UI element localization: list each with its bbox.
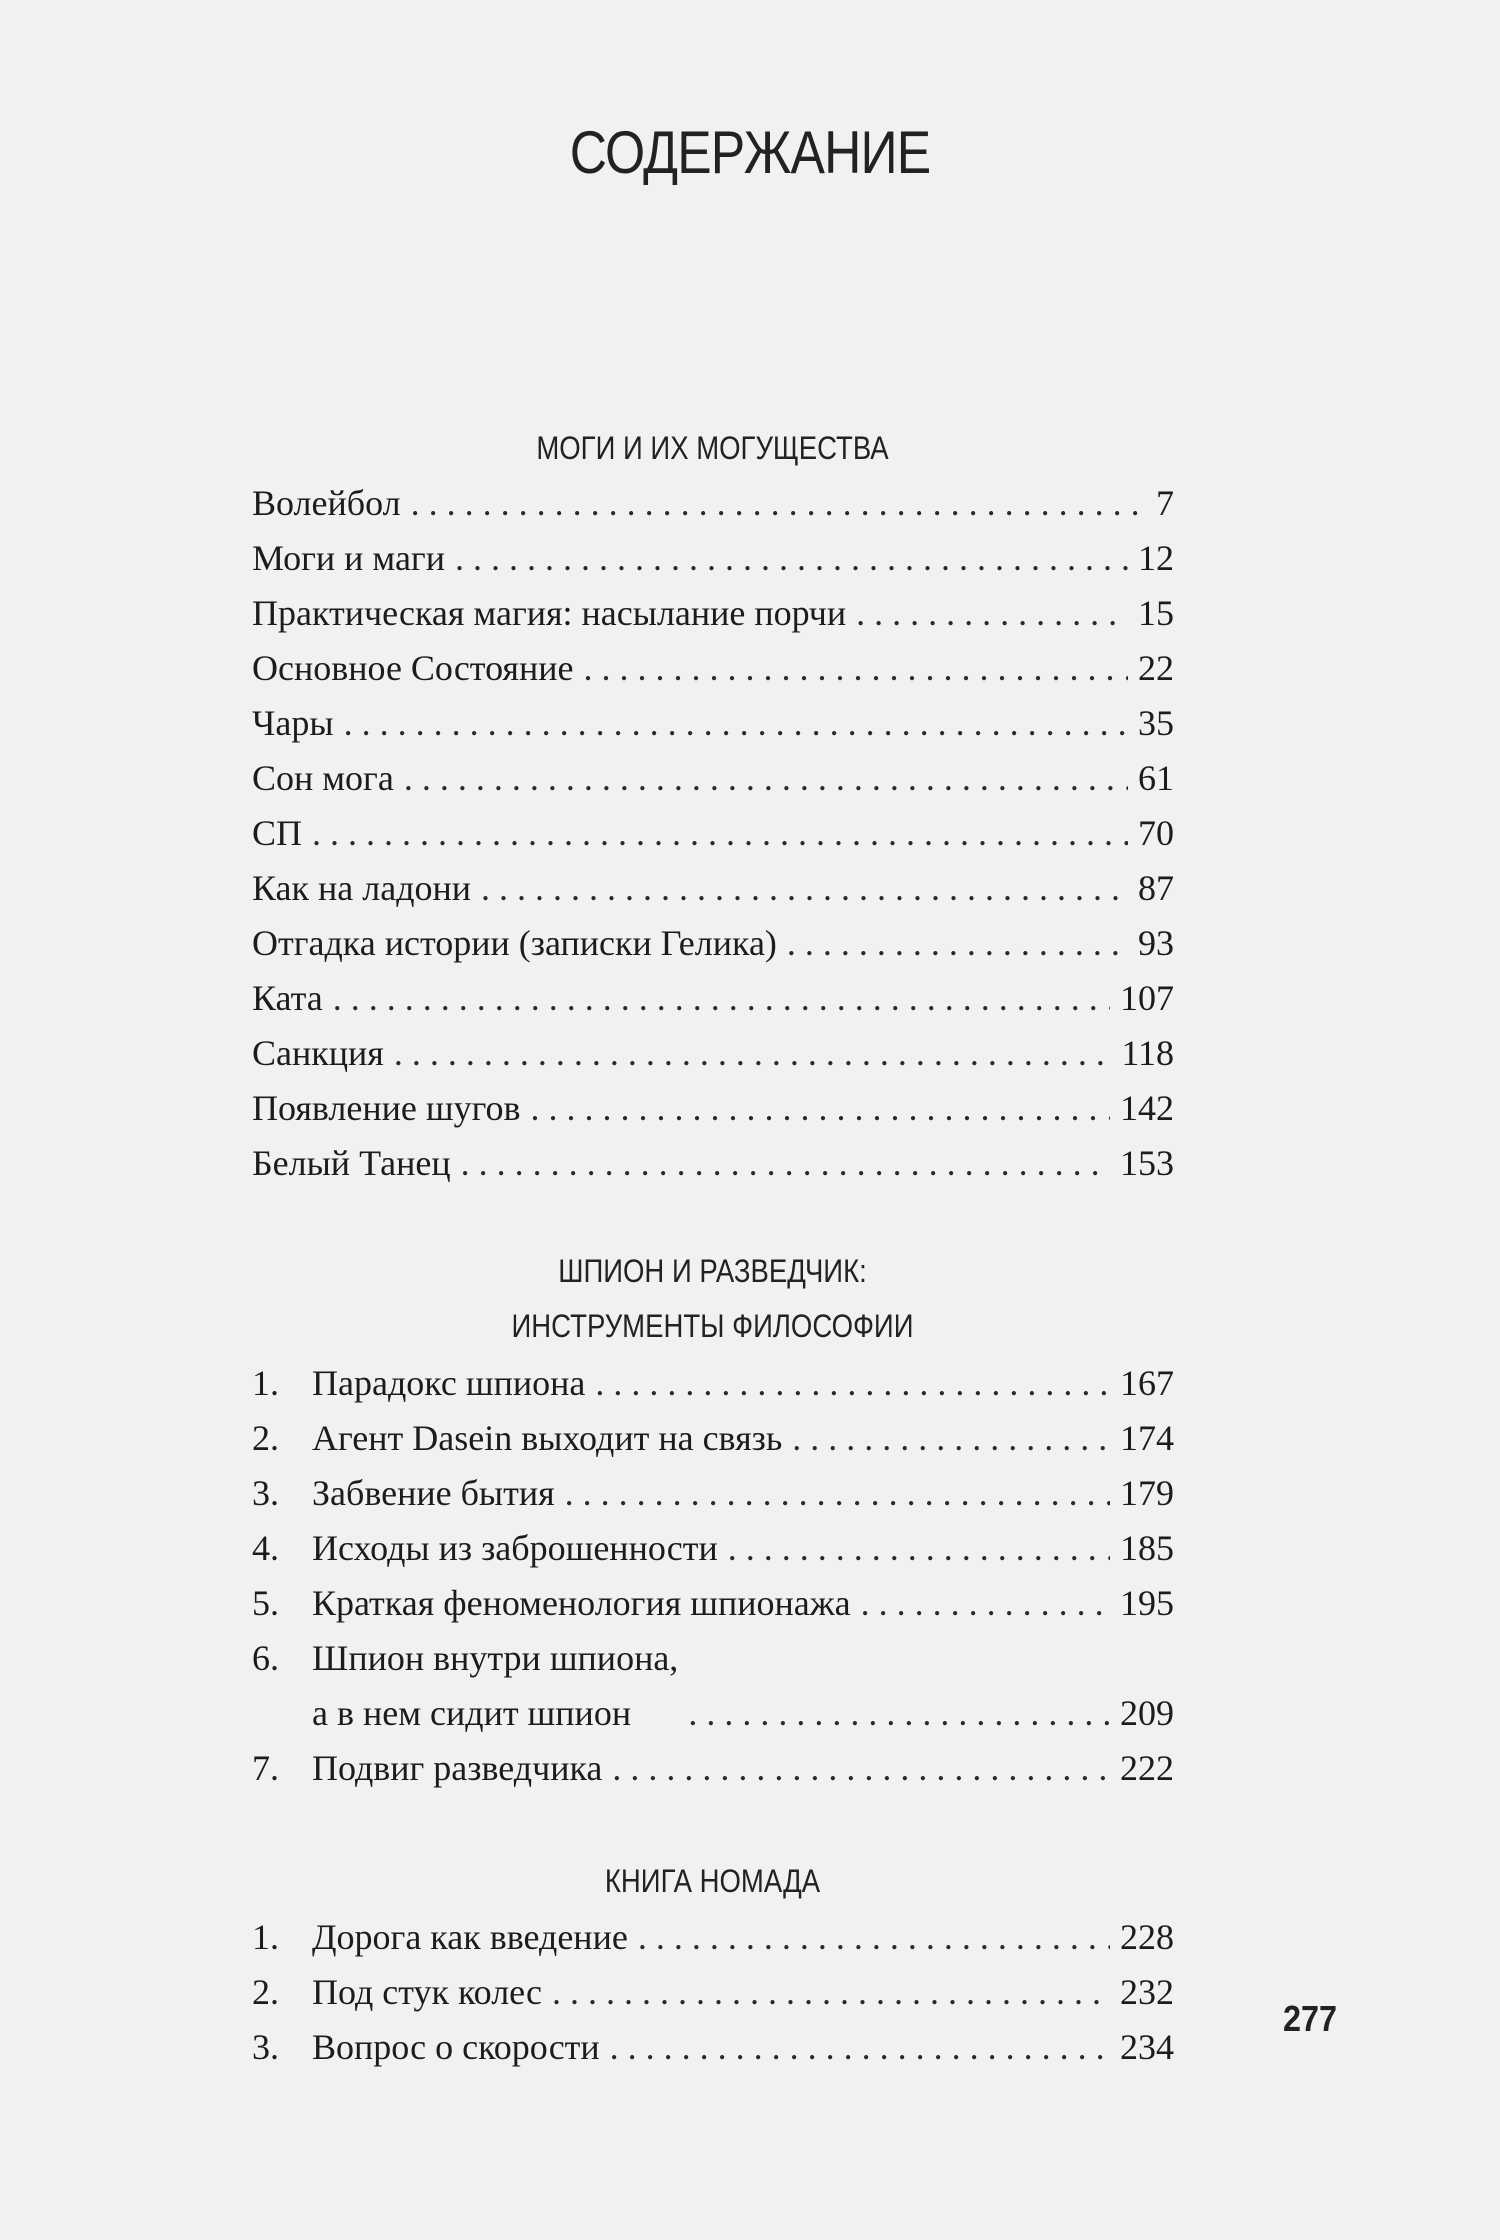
entry-page-number: 195 [1120,1583,1174,1623]
entry-title: Практическая магия: насылание порчи [252,593,847,633]
entry-page-number: 70 [1138,813,1174,853]
entry-number: 2. [252,1972,279,2012]
entry-page-number: 87 [1138,868,1174,908]
toc-entry[interactable] [252,861,1174,916]
entry-title: Вопрос о скорости [312,2027,600,2067]
toc-entry[interactable] [252,1411,1174,1466]
toc-entry[interactable] [252,1521,1174,1576]
entry-title: Санкция [252,1033,384,1073]
entry-title: Чары [252,703,334,743]
entry-page-number: 7 [1156,483,1174,523]
entry-number: 1. [252,1917,279,1957]
entry-title: Основное Состояние [252,648,574,688]
entry-page-number: 232 [1120,1972,1174,2012]
entry-title [312,1631,678,1741]
toc-entry[interactable] [252,476,1174,531]
entry-title: Появление шугов [252,1088,521,1128]
dot-leader [344,696,1128,751]
entry-page-number: 22 [1138,648,1174,688]
toc-entry[interactable] [252,1576,1174,1631]
dot-leader [565,1466,1110,1521]
dot-leader [333,971,1110,1026]
section-heading-line: ИНСТРУМЕНТЫ ФИЛОСОФИИ [511,1308,914,1344]
dot-leader [688,1686,1110,1741]
dot-leader [461,1136,1110,1191]
entry-page-number: 107 [1120,978,1174,1018]
entry-title: Подвиг разведчика [312,1748,603,1788]
section-heading-line: ШПИОН И РАЗВЕДЧИК: [558,1253,867,1289]
toc-entry[interactable] [252,916,1174,971]
entry-page-number: 167 [1120,1363,1174,1403]
toc-list-shpion [252,1356,1174,1796]
entry-title: Дорога как введение [312,1917,628,1957]
toc-entry[interactable] [252,2020,1174,2075]
toc-entry[interactable] [252,1631,1174,1741]
entry-page-number: 118 [1121,1033,1174,1073]
toc-entry[interactable] [252,641,1174,696]
dot-leader [481,861,1128,916]
entry-number: 7. [252,1748,279,1788]
entry-title: Краткая феноменология шпионажа [312,1583,851,1623]
dot-leader [411,476,1146,531]
entry-page-number: 12 [1138,538,1174,578]
dot-leader [638,1910,1110,1965]
entry-title: Исходы из заброшенности [312,1528,718,1568]
entry-page-number: 35 [1138,703,1174,743]
entry-page-number: 61 [1138,758,1174,798]
entry-title: Под стук колес [312,1972,543,2012]
section-heading-mogi [315,432,1111,464]
toc-entry[interactable] [252,1910,1174,1965]
page-number: 277 [1283,1998,1338,2039]
toc-entry[interactable] [252,586,1174,641]
entry-number: 3. [252,2027,279,2067]
entry-title: Ката [252,978,323,1018]
entry-page-number: 209 [1120,1693,1174,1733]
dot-leader [455,531,1128,586]
entry-page-number: 222 [1120,1748,1174,1788]
entry-page-number: 142 [1120,1088,1174,1128]
entry-title: Как на ладони [252,868,472,908]
toc-entry[interactable] [252,531,1174,586]
dot-leader [861,1576,1110,1631]
entry-page-number: 153 [1120,1143,1174,1183]
section-heading-shpion-line-2 [315,1310,1111,1342]
dot-leader [792,1411,1110,1466]
dot-leader [728,1521,1110,1576]
section-heading-line: МОГИ И ИХ МОГУЩЕСТВА [536,430,889,466]
section-heading-nomad [315,1865,1111,1897]
dot-leader [612,1741,1110,1796]
entry-page-number: 234 [1120,2027,1174,2067]
entry-number: 5. [252,1583,279,1623]
page-title: СОДЕРЖАНИЕ [569,119,931,186]
toc-list-nomad [252,1910,1174,2075]
entry-title: Моги и маги [252,538,445,578]
entry-page-number: 185 [1120,1528,1174,1568]
toc-entry[interactable] [252,696,1174,751]
dot-leader [595,1356,1110,1411]
dot-leader [610,2020,1110,2075]
dot-leader [530,1081,1110,1136]
entry-number: 3. [252,1473,279,1513]
entry-title: Парадокс шпиона [312,1363,586,1403]
toc-entry[interactable] [252,806,1174,861]
toc-entry[interactable] [252,1965,1174,2020]
entry-page-number: 228 [1120,1917,1174,1957]
section-heading-line: КНИГА НОМАДА [604,1863,821,1899]
entry-title: Отгадка истории (записки Гелика) [252,923,777,963]
dot-leader [856,586,1128,641]
dot-leader [404,751,1128,806]
dot-leader [787,916,1128,971]
toc-entry[interactable] [252,1466,1174,1521]
entry-number: 6. [252,1638,279,1678]
entry-title-line: Шпион внутри шпиона, [312,1638,679,1678]
entry-title: Сон мога [252,758,394,798]
toc-entry[interactable] [252,1026,1174,1081]
toc-entry[interactable] [252,1741,1174,1796]
section-heading-shpion [315,1255,1111,1287]
toc-list-mogi [252,476,1174,1191]
entry-number: 2. [252,1418,279,1458]
entry-page-number: 179 [1120,1473,1174,1513]
entry-title: Агент Dasein выходит на связь [312,1418,783,1458]
toc-entry[interactable] [252,1136,1174,1191]
toc-entry[interactable] [252,971,1174,1026]
toc-entry[interactable] [252,1356,1174,1411]
dot-leader [312,806,1128,861]
entry-title-line: а в нем сидит шпион [312,1693,632,1733]
entry-title: Белый Танец [252,1143,451,1183]
dot-leader [583,641,1128,696]
toc-entry[interactable] [252,1081,1174,1136]
entry-number: 4. [252,1528,279,1568]
entry-page-number: 174 [1120,1418,1174,1458]
entry-number: 1. [252,1363,279,1403]
entry-title: Забвение бытия [312,1473,555,1513]
dot-leader [552,1965,1110,2020]
entry-title: СП [252,813,303,853]
entry-page-number: 15 [1138,593,1174,633]
entry-title: Волейбол [252,483,401,523]
entry-page-number: 93 [1138,923,1174,963]
toc-entry[interactable] [252,751,1174,806]
dot-leader [394,1026,1111,1081]
